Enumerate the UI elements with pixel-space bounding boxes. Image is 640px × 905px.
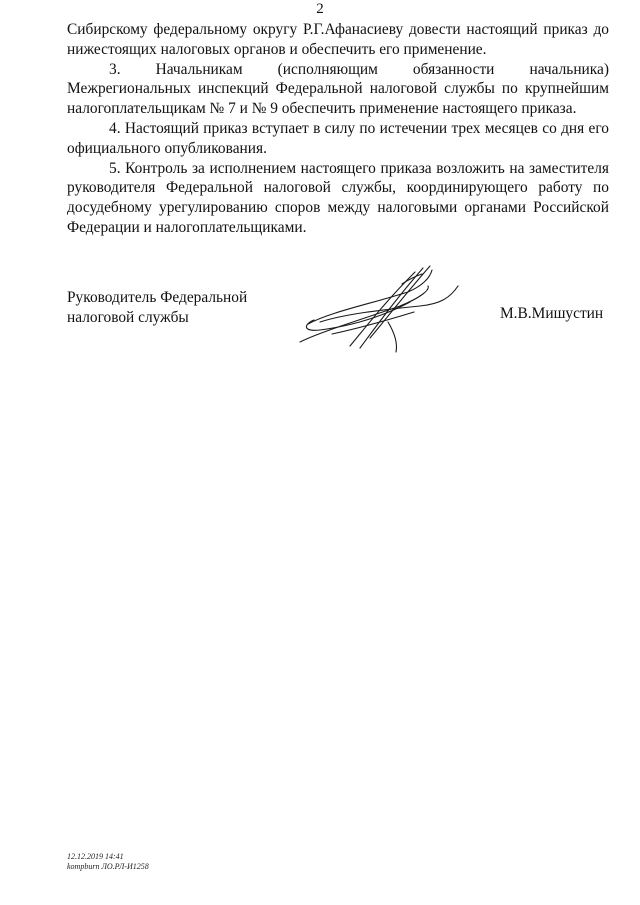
- paragraph-continuation: Сибирскому федеральному округу Р.Г.Афанасиеву довести настоящий приказ до нижестоящих налоговых органов и обеспечить его применение.: [67, 21, 609, 58]
- footer-datetime: 12.12.2019 14:41: [67, 852, 124, 861]
- document-body: [67, 20, 609, 238]
- paragraph-item-3: 3. Начальникам (исполняющим обязанности начальника) Межрегиональных инспекций Федеральной налоговой службы по крупнейшим налогоплательщикам № 7 и № 9 обеспечить применение настоящего приказа.: [67, 60, 609, 118]
- signatory-title-line1: Руководитель Федеральной: [67, 289, 248, 306]
- signatory-title-line2: налоговой службы: [67, 308, 189, 326]
- document-footer: [67, 852, 149, 871]
- page-number: 2: [316, 1, 324, 17]
- signatory-name: М.В.Мишустин: [500, 305, 604, 322]
- paragraph-item-4: 4. Настоящий приказ вступает в силу по истечении трех месяцев со дня его официального опубликования.: [67, 119, 609, 157]
- handwritten-signature: [290, 262, 465, 354]
- footer-doc-ref: kompburn ЛО.РЛ-И1258: [67, 861, 149, 871]
- signatory-title: [67, 288, 287, 328]
- paragraph-item-5: 5. Контроль за исполнением настоящего приказа возложить на заместителя руководителя Федеральной налоговой службы, координирующего работу по досудебному урегулированию споров между налоговыми органами Российской Федерации и налогоплательщиками.: [67, 159, 609, 236]
